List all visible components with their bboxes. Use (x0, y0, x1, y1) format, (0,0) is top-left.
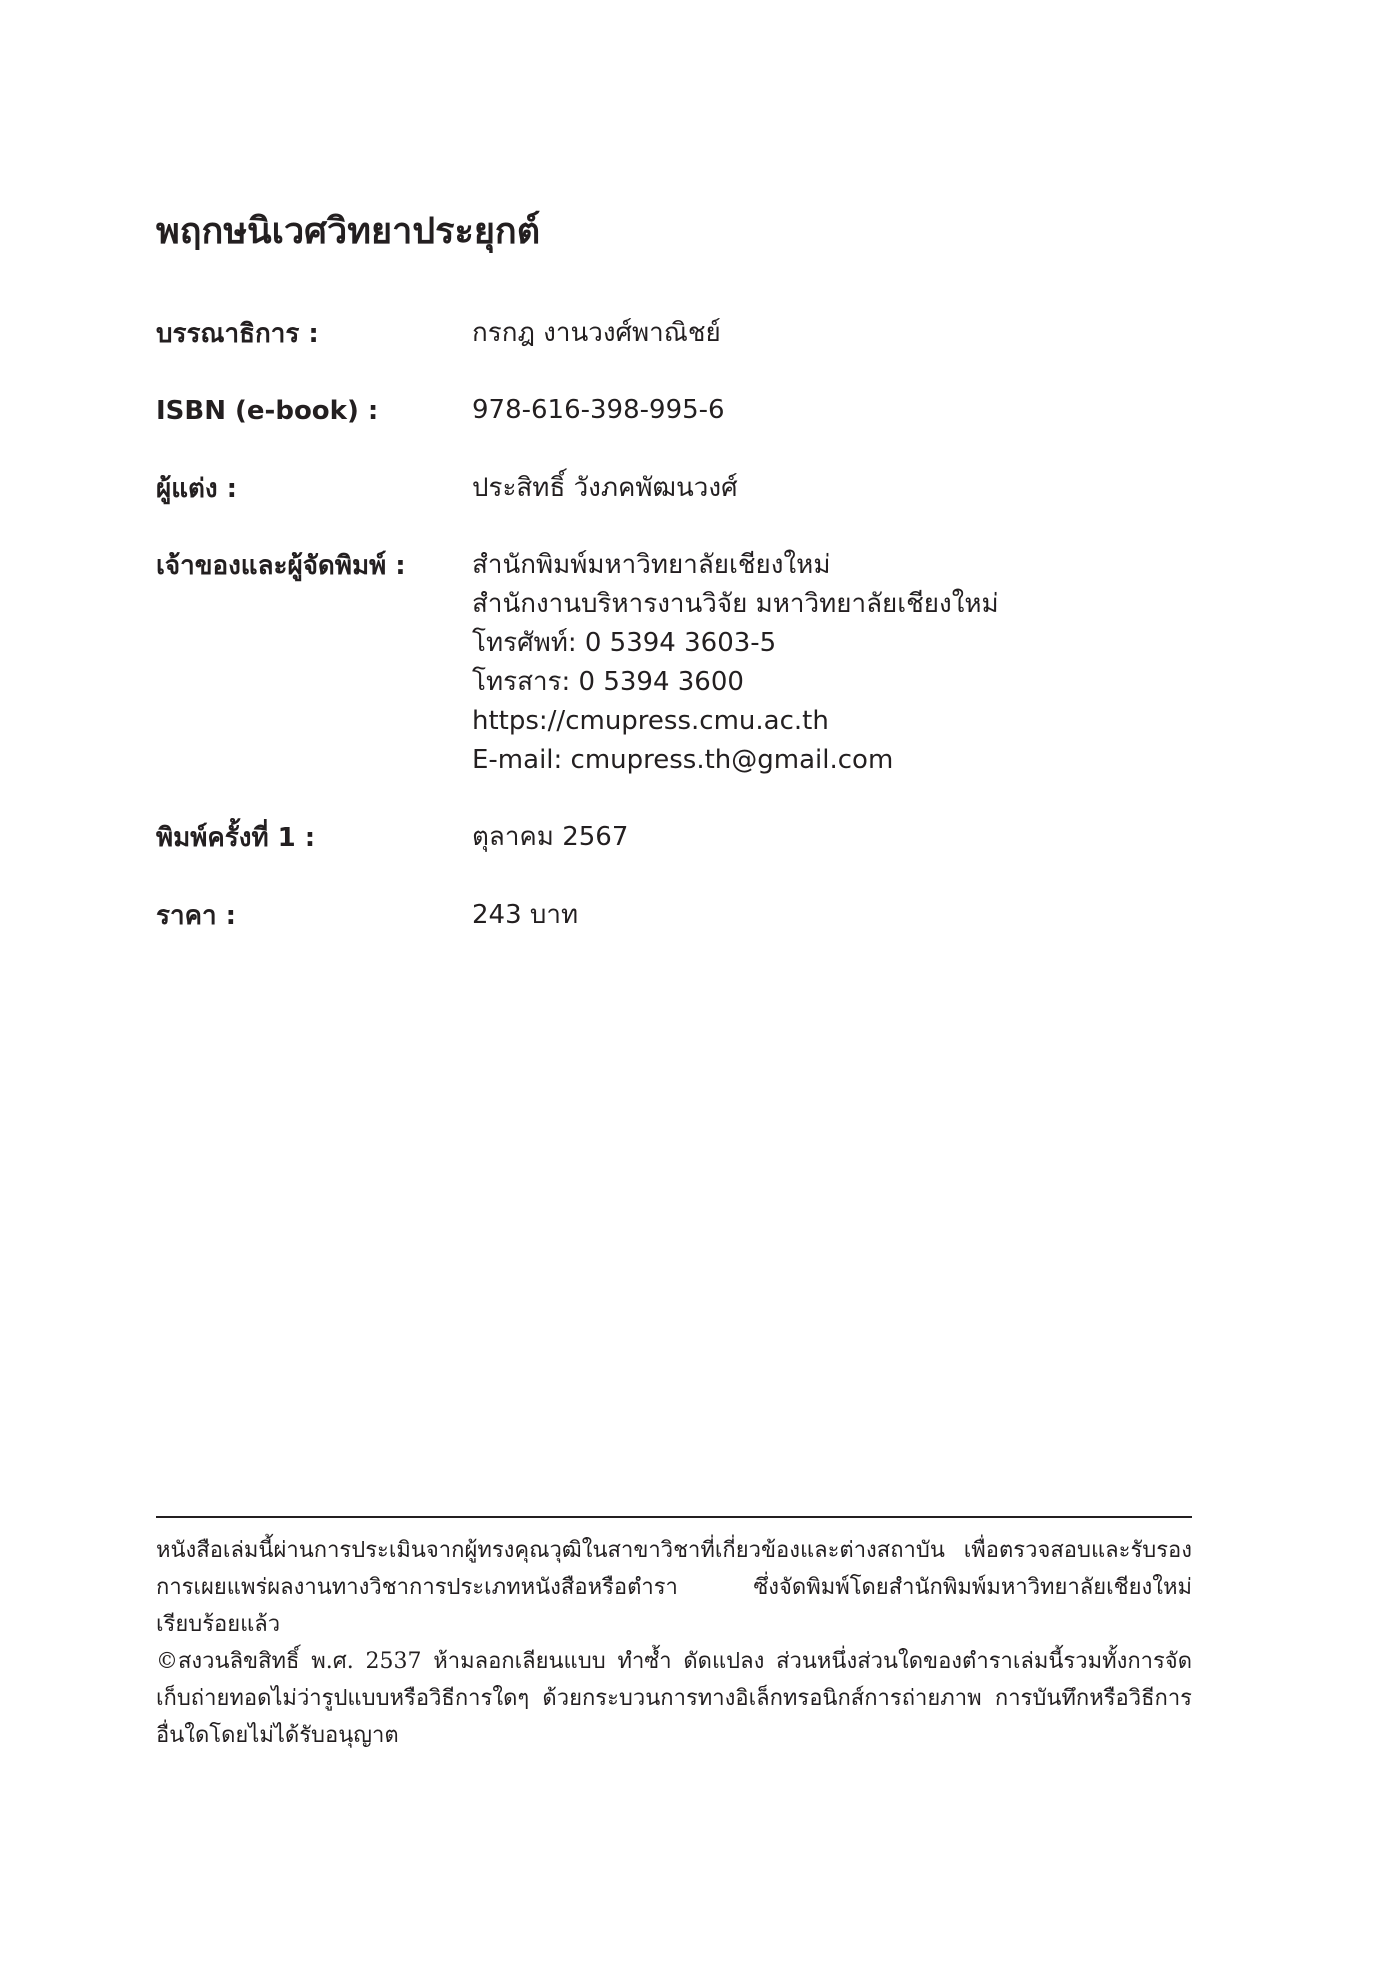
price-label: ราคา : (156, 901, 237, 931)
isbn-number: 978-616-398-995-6 (472, 395, 725, 425)
price-value (472, 896, 578, 935)
footer-divider (156, 1516, 1192, 1518)
isbn-value (472, 391, 725, 430)
author-value (472, 469, 738, 508)
edition-date: ตุลาคม 2567 (472, 822, 629, 852)
footer-notes (156, 1532, 1192, 1754)
publisher-phone: โทรศัพท์: 0 5394 3603-5 (472, 628, 777, 658)
edition-value (472, 818, 628, 857)
editor-label: บรรณาธิการ : (156, 319, 319, 349)
editor-value (472, 314, 721, 353)
editor-name: กรกฎ งานวงศ์พาณิชย์ (472, 318, 721, 348)
publisher-email: E-mail: cmupress.th@gmail.com (472, 745, 894, 775)
review-note: หนังสือเล่มนี้ผ่านการประเมินจากผู้ทรงคุณวุฒิในสาขาวิชาที่เกี่ยวข้องและต่างสถาบัน เพื่อตรวจสอบและรับรองการเผยแพร่ผลงานทางวิชาการประเภทหนังสือหรือตำรา ซึ่งจัดพิมพ์โดยสำนักพิมพ์มหาวิทยาลัยเชียงใหม่เรียบร้อยแล้ว (156, 1538, 1192, 1637)
author-name: ประสิทธิ์ วังภคพัฒนวงศ์ (472, 473, 738, 503)
publisher-press-name: สำนักพิมพ์มหาวิทยาลัยเชียงใหม่ (472, 550, 831, 580)
copyright-note: ©สงวนลิขสิทธิ์ พ.ศ. 2537 ห้ามลอกเลียนแบบ ทำซ้ำ ดัดแปลง ส่วนหนึ่งส่วนใดของตำราเล่มนี้รวมทั้งการจัดเก็บถ่ายทอดไม่ว่ารูปแบบหรือวิธีการใดๆ ด้วยกระบวนการทางอิเล็กทรอนิกส์การถ่ายภาพ การบันทึกหรือวิธีการอื่นใดโดยไม่ได้รับอนุญาต (156, 1649, 1192, 1748)
publisher-website: https://cmupress.cmu.ac.th (472, 706, 829, 736)
publisher-office-name: สำนักงานบริหารงานวิจัย มหาวิทยาลัยเชียงใหม่ (472, 589, 999, 619)
page-title: พฤกษนิเวศวิทยาประยุกต์ (156, 211, 541, 252)
publisher-value (472, 546, 999, 780)
author-label: ผู้แต่ง : (156, 474, 238, 504)
price-amount: 243 บาท (472, 900, 579, 930)
isbn-label: ISBN (e-book) : (156, 396, 379, 426)
publisher-label: เจ้าของและผู้จัดพิมพ์ : (156, 551, 406, 581)
publisher-fax: โทรสาร: 0 5394 3600 (472, 667, 744, 697)
edition-label: พิมพ์ครั้งที่ 1 : (156, 823, 316, 853)
